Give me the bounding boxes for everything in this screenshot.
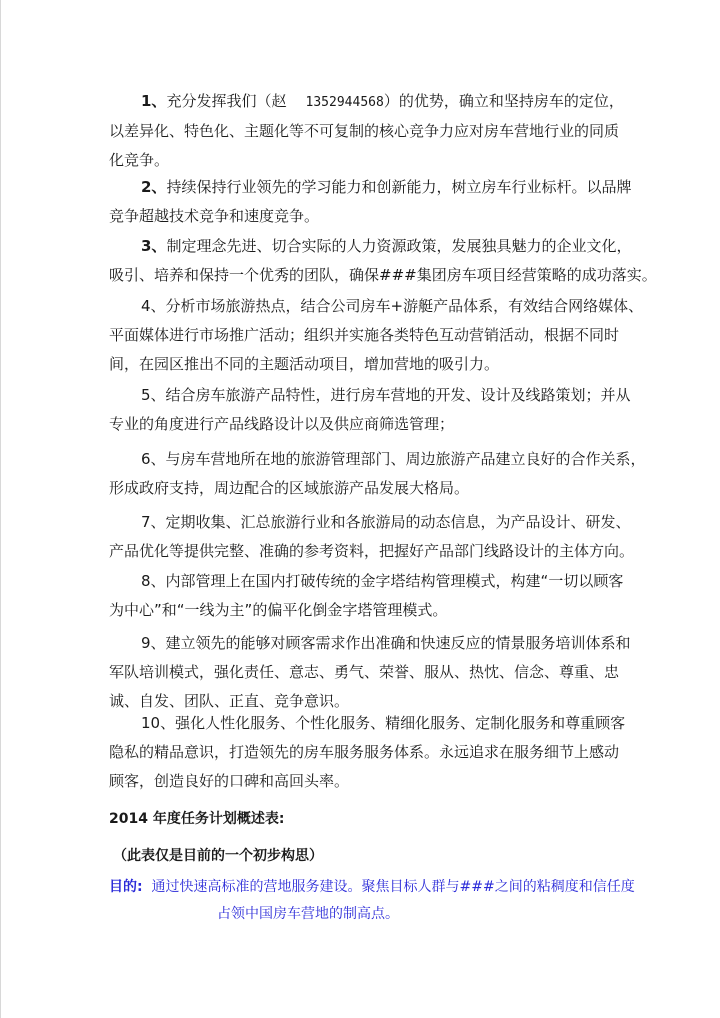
list-item-line: [109, 709, 629, 738]
list-item-line: [109, 87, 629, 117]
item-text: 专业的角度进行产品线路设计以及供应商筛选管理；: [109, 415, 455, 433]
purpose-text: 通过快速高标准的营地服务建设。聚焦目标人群与###之间的粘稠度和信任度: [151, 879, 635, 895]
item-text: 与房车营地所在地的旅游管理部门、周边旅游产品建立良好的合作关系，: [165, 450, 646, 468]
section-title: 2014 年度任务计划概述表:: [109, 811, 285, 827]
item-number: 8、: [141, 572, 166, 590]
purpose-text: 占领中国房车营地的制高点。: [217, 906, 399, 922]
list-item-line: [109, 508, 629, 537]
purpose-line-1: [109, 874, 649, 901]
item-text: 平面媒体进行市场推广活动；组织并实施各类特色互动营销活动，根据不同时: [109, 326, 620, 344]
item-text: 建立领先的能够对顾客需求作出准确和快速反应的情景服务培训体系和: [165, 634, 631, 652]
phone-number: 1352944568: [305, 95, 384, 110]
item-text: 化竞争。: [109, 151, 170, 169]
item-text: 为中心”和“一线为主”的偏平化倒金字塔管理模式。: [109, 601, 448, 619]
list-item-7: [109, 508, 635, 566]
list-item-line: [109, 232, 632, 261]
item-text: 分析市场旅游热点，结合公司房车+游艇产品体系，有效结合网络媒体、: [165, 297, 644, 315]
list-item-line: [109, 629, 629, 658]
item-text: 产品优化等提供完整、准确的参考资料，把握好产品部门线路设计的主体方向。: [109, 542, 635, 560]
list-item-6: [109, 445, 646, 503]
list-item-5: [109, 381, 629, 439]
item-number: 3、: [141, 237, 167, 255]
item-text: 充分发挥我们（赵: [166, 92, 287, 110]
item-text: 竞争超越技术竞争和速度竞争。: [109, 207, 320, 225]
item-number: 7、: [141, 513, 166, 531]
purpose-block: [109, 874, 649, 928]
item-text: 内部管理上在国内打破传统的金字塔结构管理模式，构建“一切以顾客: [165, 572, 624, 590]
item-text: 隐私的精品意识，打造领先的房车服务服务体系。永远追求在服务细节上感动: [109, 743, 620, 761]
item-text: 制定理念先进、切合实际的人力资源政策，发展独具魅力的企业文化，: [166, 237, 632, 255]
list-item-2: [109, 173, 632, 231]
item-text: 诚、自发、团队、正直、竞争意识。: [109, 692, 350, 710]
item-number: 1、: [141, 92, 167, 110]
section-note: （此表仅是目前的一个初步构思）: [113, 848, 323, 864]
item-text: 军队培训模式，强化责任、意志、勇气、荣誉、服从、热忱、信念、尊重、忠: [109, 663, 620, 681]
item-number: 5、: [141, 386, 166, 404]
item-number: 6、: [141, 450, 166, 468]
item-text: 形成政府支持，周边配合的区域旅游产品发展大格局。: [109, 479, 470, 497]
list-item-line: [109, 292, 644, 321]
item-text: 顾客，创造良好的口碑和高回头率。: [109, 772, 350, 790]
item-number: 10、: [141, 714, 176, 732]
list-item-line: [109, 445, 646, 474]
item-text: 以差异化、特色化、主题化等不可复制的核心竞争力应对房车营地行业的同质: [109, 122, 620, 140]
list-item-line: [109, 381, 629, 410]
list-item-10: [109, 709, 629, 796]
list-item-line: [109, 173, 632, 202]
item-number: 4、: [141, 297, 166, 315]
list-item-3: [109, 232, 657, 290]
purpose-label: 目的:: [109, 879, 143, 895]
item-number: 9、: [141, 634, 166, 652]
list-item-1: [109, 87, 629, 175]
item-text: ）的优势，确立和坚持房车的定位，: [383, 92, 624, 110]
list-item-4: [109, 292, 644, 379]
item-number: 2、: [141, 178, 167, 196]
item-text: 持续保持行业领先的学习能力和创新能力，树立房车行业标杆。以品牌: [166, 178, 632, 196]
item-text: 强化人性化服务、个性化服务、精细化服务、定制化服务和尊重顾客: [175, 714, 626, 732]
list-item-line: [109, 567, 629, 596]
item-text: 定期收集、汇总旅游行业和各旅游局的动态信息，为产品设计、研发、: [165, 513, 631, 531]
item-text: 结合房车旅游产品特性，进行房车营地的开发、设计及线路策划；并从: [165, 386, 631, 404]
item-text: 吸引、培养和保持一个优秀的团队，确保###集团房车项目经营策略的成功落实。: [109, 266, 657, 284]
list-item-8: [109, 567, 629, 625]
item-text: 间，在园区推出不同的主题活动项目，增加营地的吸引力。: [109, 355, 500, 373]
list-item-9: [109, 629, 629, 716]
